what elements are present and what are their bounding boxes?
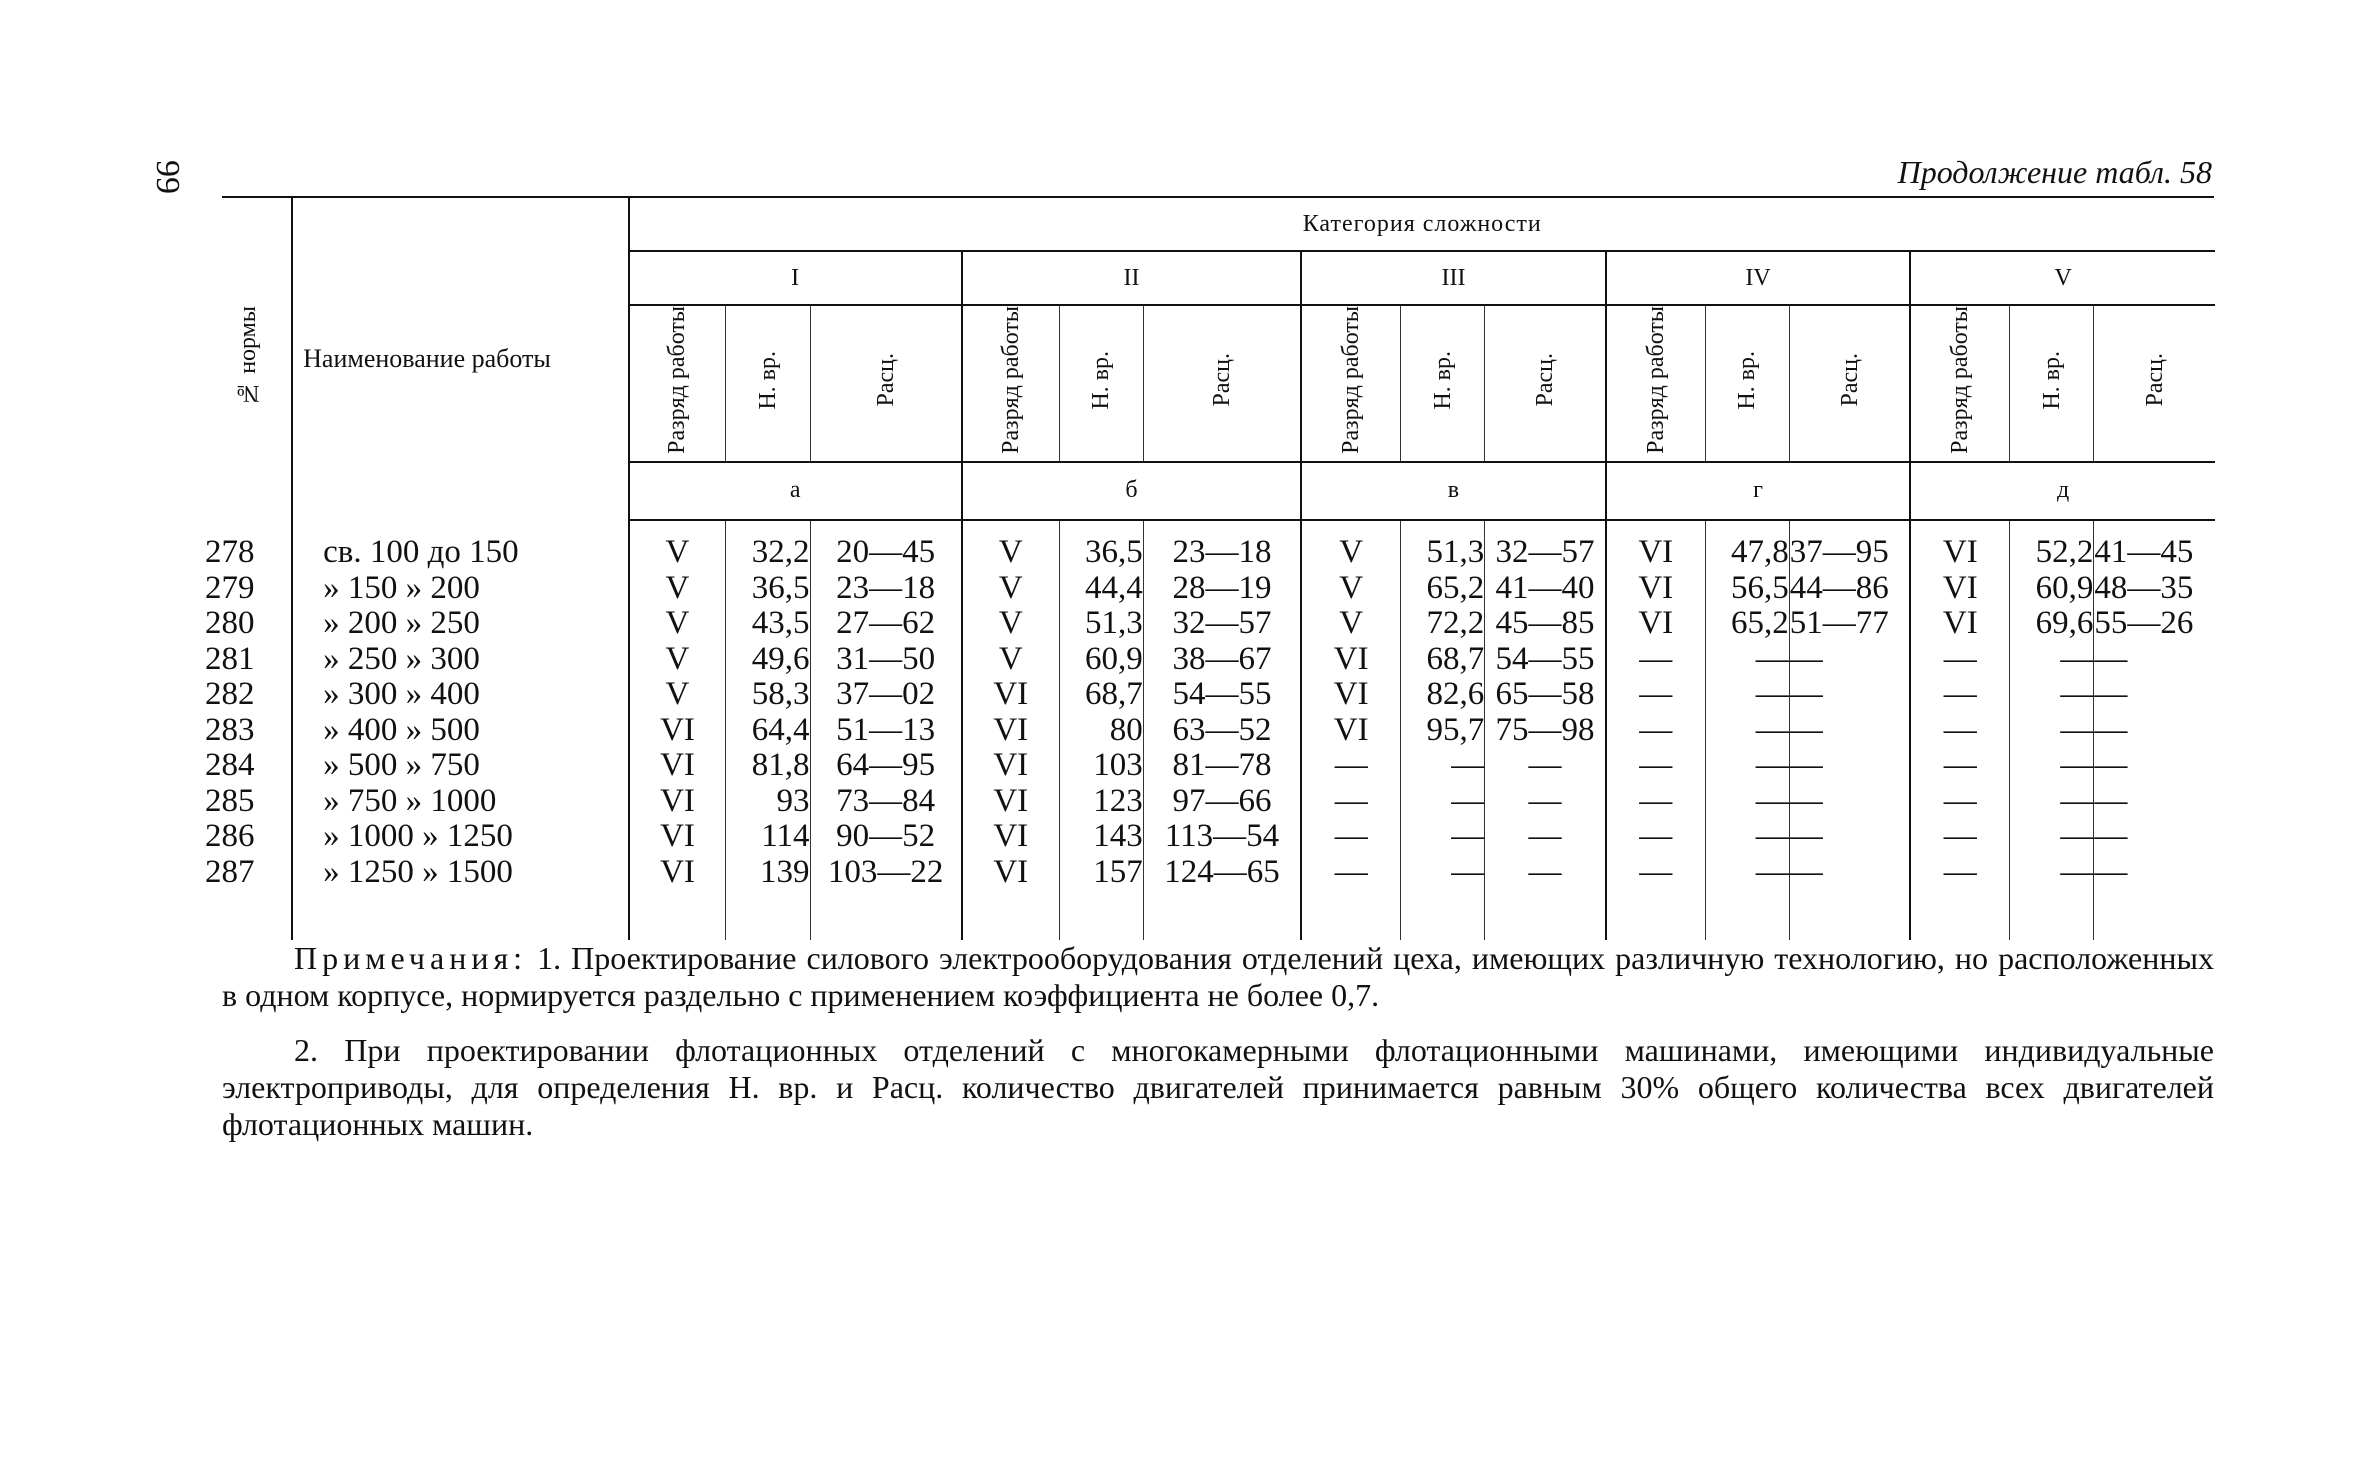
spacer-cell — [1705, 890, 1789, 940]
cell-razr: — — [1910, 677, 2009, 713]
cell-rasc: 48—35 — [2094, 570, 2215, 606]
cell-nvr: 36,5 — [1059, 520, 1143, 571]
cell-razr: VI — [629, 854, 726, 890]
row-number: 280 — [205, 605, 255, 642]
cell-razr: — — [1301, 748, 1400, 784]
cell-rasc: 51—77 — [1789, 606, 1910, 642]
table-row — [205, 641, 2215, 677]
row-name: » 300 » 400 — [292, 677, 628, 713]
cell-rasc: — — [1485, 819, 1606, 855]
row-name: » 500 » 750 — [292, 748, 628, 784]
cell-razr: VI — [962, 712, 1059, 748]
sub-header-nvr: Н. вр. — [1401, 305, 1485, 462]
spacer-cell — [205, 890, 292, 940]
category-header: Категория сложности — [629, 198, 2215, 251]
cell-razr: — — [1301, 819, 1400, 855]
cell-nvr: 44,4 — [1059, 570, 1143, 606]
cell-razr: VI — [1910, 570, 2009, 606]
spacer-cell — [1143, 890, 1301, 940]
note-1-text: 1. Проектирование силового электрооборудования отделений цеха, имеющих различную технологию, но расположенных в одном корпусе, нормируется раздельно с применением коэффициента не более 0,7. — [222, 940, 2215, 1013]
cell-razr: V — [629, 606, 726, 642]
cell-nvr: — — [1705, 712, 1789, 748]
sub-header-rasc: Расц. — [810, 305, 962, 462]
cell-razr: V — [629, 677, 726, 713]
sub-header-nvr: Н. вр. — [1059, 305, 1143, 462]
cell-nvr: 60,9 — [2010, 570, 2094, 606]
cell-rasc: 31—50 — [810, 641, 962, 677]
cell-nvr: 64,4 — [726, 712, 810, 748]
spacer-cell — [1789, 890, 1910, 940]
cell-rasc: 23—18 — [1143, 520, 1301, 571]
cell-nvr: 68,7 — [1059, 677, 1143, 713]
note-2: 2. При проектировании флотационных отделений с многокамерными флотационными машинами, имеющими индивидуальные электроприводы, для определения Н. вр. и Расц. количество двигателей принимается равным 30% общего количества всех двигателей флотационных машин. — [222, 1032, 2214, 1142]
cell-razr: — — [1301, 854, 1400, 890]
cell-nvr: — — [1705, 748, 1789, 784]
cell-rasc: 45—85 — [1485, 606, 1606, 642]
cell-rasc: 38—67 — [1143, 641, 1301, 677]
cell-rasc: — — [2094, 783, 2215, 819]
sub-header-razr: Разряд работы — [1606, 305, 1705, 462]
table-row — [205, 677, 2215, 713]
group-roman: I — [629, 251, 962, 305]
cell-razr: V — [629, 520, 726, 571]
sub-header-razr: Разряд работы — [1910, 305, 2009, 462]
cell-rasc: 44—86 — [1789, 570, 1910, 606]
row-name: » 250 » 300 — [292, 641, 628, 677]
spacer-cell — [2094, 890, 2215, 940]
notes-label: Примечания: — [294, 940, 528, 976]
sub-header-rasc: Расц. — [1485, 305, 1606, 462]
table-row — [205, 570, 2215, 606]
cell-razr: V — [962, 520, 1059, 571]
cell-nvr: 93 — [726, 783, 810, 819]
cell-rasc: 51—13 — [810, 712, 962, 748]
cell-razr: VI — [1606, 570, 1705, 606]
row-number: 285 — [205, 782, 255, 819]
cell-nvr: — — [2010, 677, 2094, 713]
sub-header-rasc: Расц. — [2094, 305, 2215, 462]
cell-nvr: — — [1705, 819, 1789, 855]
spacer-cell — [1910, 890, 2009, 940]
table-row — [205, 606, 2215, 642]
row-number: 287 — [205, 853, 255, 890]
cell-razr: VI — [962, 783, 1059, 819]
cell-rasc: — — [1789, 854, 1910, 890]
spacer-cell — [1301, 890, 1400, 940]
cell-rasc: 75—98 — [1485, 712, 1606, 748]
cell-nvr: 65,2 — [1705, 606, 1789, 642]
cell-nvr: 51,3 — [1401, 520, 1485, 571]
spacer-cell — [1059, 890, 1143, 940]
cell-nvr: 123 — [1059, 783, 1143, 819]
cell-nvr: — — [2010, 712, 2094, 748]
cell-nvr: 103 — [1059, 748, 1143, 784]
cell-rasc: 27—62 — [810, 606, 962, 642]
cell-rasc: 41—40 — [1485, 570, 1606, 606]
spacer-cell — [962, 890, 1059, 940]
sub-header-nvr: Н. вр. — [1705, 305, 1789, 462]
cell-razr: — — [1910, 712, 2009, 748]
cell-rasc: — — [2094, 748, 2215, 784]
table-row — [205, 783, 2215, 819]
cell-rasc: 32—57 — [1485, 520, 1606, 571]
cell-nvr: 32,2 — [726, 520, 810, 571]
row-number: 281 — [205, 640, 255, 677]
cell-nvr: — — [2010, 854, 2094, 890]
row-number: 279 — [205, 569, 255, 606]
cell-nvr: 43,5 — [726, 606, 810, 642]
cell-nvr: 68,7 — [1401, 641, 1485, 677]
note-1 — [222, 940, 2214, 1014]
sub-header-nvr: Н. вр. — [726, 305, 810, 462]
cell-rasc: — — [1789, 748, 1910, 784]
cell-nvr: 72,2 — [1401, 606, 1485, 642]
cell-razr: V — [1301, 520, 1400, 571]
row-number: 283 — [205, 711, 255, 748]
row-name: » 400 » 500 — [292, 712, 628, 748]
table-row — [205, 748, 2215, 784]
cell-nvr: 139 — [726, 854, 810, 890]
cell-nvr: — — [1401, 854, 1485, 890]
spacer-cell — [810, 890, 962, 940]
table-row — [205, 520, 2215, 571]
row-number: 278 — [205, 533, 255, 570]
cell-nvr: — — [1705, 783, 1789, 819]
cell-razr: — — [1301, 783, 1400, 819]
cell-rasc: — — [1789, 819, 1910, 855]
sub-header-razr: Разряд работы — [962, 305, 1059, 462]
cell-razr: VI — [1301, 677, 1400, 713]
cell-rasc: 90—52 — [810, 819, 962, 855]
cell-rasc: — — [1789, 677, 1910, 713]
cell-nvr: — — [1401, 783, 1485, 819]
page-number: 99 — [149, 160, 186, 194]
cell-nvr: 47,8 — [1705, 520, 1789, 571]
cell-rasc: 124—65 — [1143, 854, 1301, 890]
col-header-num: № нормы — [235, 305, 262, 406]
group-letter: б — [962, 462, 1301, 520]
cell-rasc: 97—66 — [1143, 783, 1301, 819]
spacer-cell — [2010, 890, 2094, 940]
sub-header-rasc: Расц. — [1143, 305, 1301, 462]
cell-razr: V — [1301, 606, 1400, 642]
cell-razr: VI — [629, 783, 726, 819]
row-number: 286 — [205, 818, 255, 855]
cell-rasc: 54—55 — [1485, 641, 1606, 677]
row-name: » 1250 » 1500 — [292, 854, 628, 890]
notes — [222, 940, 2214, 1161]
cell-nvr: 81,8 — [726, 748, 810, 784]
cell-rasc: 63—52 — [1143, 712, 1301, 748]
sub-header-rasc: Расц. — [1789, 305, 1910, 462]
cell-rasc: — — [2094, 854, 2215, 890]
cell-nvr: 58,3 — [726, 677, 810, 713]
cell-rasc: — — [1789, 712, 1910, 748]
cell-razr: VI — [1910, 520, 2009, 571]
cell-nvr: — — [1705, 854, 1789, 890]
sub-header-nvr: Н. вр. — [2010, 305, 2094, 462]
cell-nvr: 114 — [726, 819, 810, 855]
cell-razr: — — [1910, 854, 2009, 890]
cell-nvr: — — [2010, 748, 2094, 784]
spacer-cell — [629, 890, 726, 940]
row-number: 284 — [205, 747, 255, 784]
cell-nvr: 49,6 — [726, 641, 810, 677]
cell-razr: VI — [1606, 520, 1705, 571]
cell-razr: V — [962, 606, 1059, 642]
row-name: » 750 » 1000 — [292, 783, 628, 819]
cell-rasc: — — [1789, 641, 1910, 677]
cell-nvr: — — [1401, 748, 1485, 784]
table-row — [205, 712, 2215, 748]
spacer-cell — [1606, 890, 1705, 940]
cell-razr: VI — [962, 854, 1059, 890]
cell-razr: — — [1606, 641, 1705, 677]
table-spacer-row — [205, 890, 2215, 940]
spacer-cell — [1401, 890, 1485, 940]
cell-rasc: 37—02 — [810, 677, 962, 713]
cell-razr: V — [629, 570, 726, 606]
spacer-cell — [292, 890, 628, 940]
row-name: » 200 » 250 — [292, 606, 628, 642]
cell-razr: VI — [629, 712, 726, 748]
cell-rasc: — — [2094, 819, 2215, 855]
table-row — [205, 854, 2215, 890]
cell-rasc: 73—84 — [810, 783, 962, 819]
cell-rasc: — — [2094, 677, 2215, 713]
cell-nvr: — — [1705, 677, 1789, 713]
cell-nvr: 80 — [1059, 712, 1143, 748]
cell-razr: — — [1910, 783, 2009, 819]
cell-nvr: 157 — [1059, 854, 1143, 890]
cell-razr: VI — [962, 819, 1059, 855]
cell-razr: VI — [962, 748, 1059, 784]
cell-rasc: 81—78 — [1143, 748, 1301, 784]
group-letter: д — [1910, 462, 2215, 520]
cell-razr: — — [1606, 712, 1705, 748]
cell-nvr: — — [2010, 819, 2094, 855]
cell-nvr: 60,9 — [1059, 641, 1143, 677]
group-letter: а — [629, 462, 962, 520]
norms-table — [205, 198, 2215, 940]
cell-razr: V — [962, 641, 1059, 677]
cell-razr: V — [1301, 570, 1400, 606]
cell-nvr: 51,3 — [1059, 606, 1143, 642]
cell-nvr: — — [1705, 641, 1789, 677]
cell-nvr: — — [1401, 819, 1485, 855]
table-body — [205, 520, 2215, 940]
cell-nvr: 143 — [1059, 819, 1143, 855]
cell-rasc: 20—45 — [810, 520, 962, 571]
cell-rasc: — — [2094, 641, 2215, 677]
cell-rasc: 37—95 — [1789, 520, 1910, 571]
cell-razr: VI — [1301, 712, 1400, 748]
spacer-cell — [726, 890, 810, 940]
cell-razr: VI — [629, 748, 726, 784]
table-row — [205, 819, 2215, 855]
cell-nvr: 56,5 — [1705, 570, 1789, 606]
group-letter: г — [1606, 462, 1911, 520]
cell-rasc: — — [1485, 783, 1606, 819]
cell-nvr: 36,5 — [726, 570, 810, 606]
group-roman: V — [1910, 251, 2215, 305]
cell-nvr: 52,2 — [2010, 520, 2094, 571]
cell-rasc: 64—95 — [810, 748, 962, 784]
cell-razr: — — [1606, 854, 1705, 890]
cell-nvr: 65,2 — [1401, 570, 1485, 606]
cell-rasc: 32—57 — [1143, 606, 1301, 642]
cell-rasc: 23—18 — [810, 570, 962, 606]
cell-razr: — — [1910, 819, 2009, 855]
cell-razr: — — [1910, 748, 2009, 784]
cell-rasc: 55—26 — [2094, 606, 2215, 642]
row-name: » 150 » 200 — [292, 570, 628, 606]
row-number: 282 — [205, 676, 255, 713]
cell-razr: — — [1606, 783, 1705, 819]
cell-rasc: 28—19 — [1143, 570, 1301, 606]
group-roman: II — [962, 251, 1301, 305]
cell-razr: VI — [1606, 606, 1705, 642]
sub-header-razr: Разряд работы — [629, 305, 726, 462]
cell-rasc: — — [2094, 712, 2215, 748]
cell-razr: V — [629, 641, 726, 677]
cell-nvr: — — [2010, 641, 2094, 677]
cell-razr: VI — [1910, 606, 2009, 642]
group-letter: в — [1301, 462, 1606, 520]
cell-razr: V — [962, 570, 1059, 606]
sub-header-razr: Разряд работы — [1301, 305, 1400, 462]
col-header-name: Наименование работы — [292, 198, 628, 520]
cell-razr: — — [1606, 819, 1705, 855]
cell-razr: — — [1606, 677, 1705, 713]
cell-nvr: 95,7 — [1401, 712, 1485, 748]
continuation-title: Продолжение табл. 58 — [1897, 154, 2212, 190]
cell-rasc: — — [1789, 783, 1910, 819]
cell-rasc: 103—22 — [810, 854, 962, 890]
group-roman: IV — [1606, 251, 1911, 305]
row-name: » 1000 » 1250 — [292, 819, 628, 855]
row-name: св. 100 до 150 — [292, 520, 628, 571]
spacer-cell — [1485, 890, 1606, 940]
cell-rasc: 113—54 — [1143, 819, 1301, 855]
cell-rasc: — — [1485, 854, 1606, 890]
cell-razr: VI — [1301, 641, 1400, 677]
cell-rasc: — — [1485, 748, 1606, 784]
cell-rasc: 54—55 — [1143, 677, 1301, 713]
cell-razr: VI — [629, 819, 726, 855]
cell-rasc: 65—58 — [1485, 677, 1606, 713]
cell-razr: — — [1606, 748, 1705, 784]
cell-nvr: 69,6 — [2010, 606, 2094, 642]
cell-rasc: 41—45 — [2094, 520, 2215, 571]
cell-razr: — — [1910, 641, 2009, 677]
group-roman: III — [1301, 251, 1606, 305]
cell-nvr: 82,6 — [1401, 677, 1485, 713]
cell-nvr: — — [2010, 783, 2094, 819]
cell-razr: VI — [962, 677, 1059, 713]
